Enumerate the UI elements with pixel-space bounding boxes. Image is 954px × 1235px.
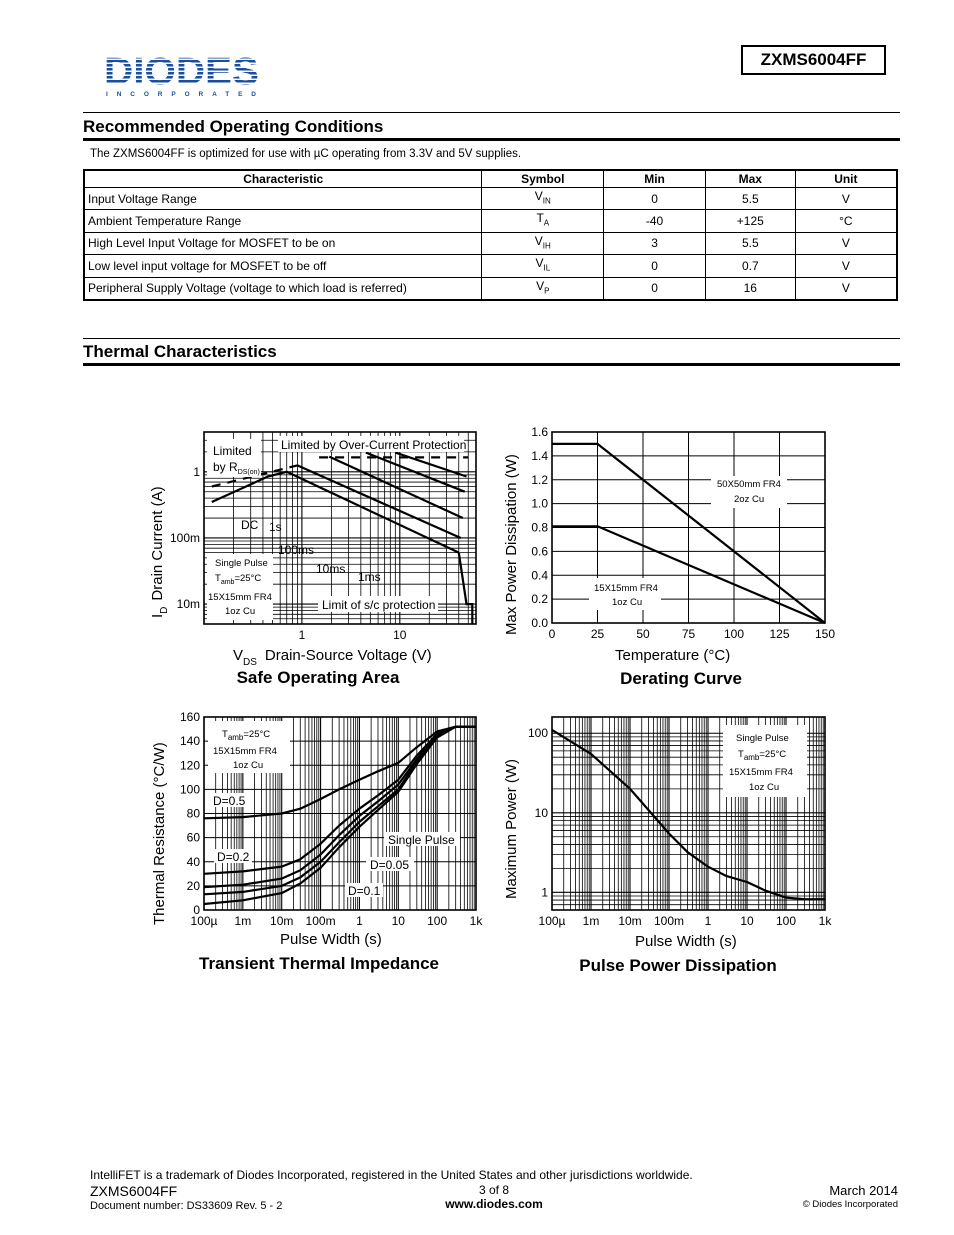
footer-page: 3 of 8 [478, 1183, 510, 1197]
roc-row [84, 255, 897, 277]
y-tick-label: 160 [179, 710, 200, 724]
x-tick-label: 1 [356, 914, 363, 928]
soa-label-fr4: 15X15mm FR4 [208, 592, 272, 603]
ppd-title: Pulse Power Dissipation [579, 956, 777, 975]
zth-label-d005: D=0.05 [370, 858, 410, 872]
roc-cell-symbol [482, 232, 604, 254]
x-tick-label: 10 [740, 914, 754, 928]
y-tick-label: 140 [179, 734, 200, 749]
y-tick-label: 100 [527, 726, 548, 741]
y-tick-label: 1.6 [531, 425, 548, 439]
roc-row [84, 210, 897, 232]
roc-cell-max: 5.5 [705, 232, 795, 254]
y-tick-label: 0 [193, 903, 200, 917]
roc-symbol-main: V [534, 189, 543, 203]
x-tick-label: 100µ [538, 914, 566, 928]
x-tick-label: 1m [234, 914, 252, 928]
ppd-ylabel: Maximum Power (W) [503, 758, 520, 899]
roc-symbol-sub: P [544, 285, 550, 295]
soa-label-byrds: by $R_{DS(on)}$ [213, 460, 260, 476]
footer-copyright: © Diodes Incorporated [802, 1199, 898, 1210]
x-tick-label: 150 [814, 627, 836, 641]
x-tick-label: 10 [393, 628, 407, 642]
zth-label-tamb: $T_{amb}=25^\circ C$ [222, 729, 271, 742]
roc-symbol-sub: A [543, 218, 550, 228]
x-tick-label: 100 [775, 914, 797, 928]
x-tick-label: 10m [618, 914, 642, 928]
y-tick-label: 0.4 [531, 568, 548, 583]
y-tick-label: 10 [534, 805, 548, 820]
der-label-b2: 1oz Cu [612, 597, 643, 608]
thermal-title: Thermal Characteristics [83, 342, 277, 361]
diodes-logo [104, 52, 264, 98]
soa-label-sc: Limit of s/c protection [322, 598, 436, 612]
roc-cell-unit: V [795, 232, 897, 254]
derating-curve-chart [495, 420, 850, 695]
y-tick-label: 1.4 [531, 448, 548, 463]
roc-cell-characteristic: Ambient Temperature Range [84, 210, 482, 232]
roc-row [84, 188, 897, 210]
y-tick-label: 40 [186, 854, 200, 869]
x-tick-label: 0 [548, 627, 556, 641]
col-characteristic: Characteristic [84, 170, 482, 188]
svg-text:DIODES: DIODES [104, 52, 259, 93]
roc-cell-characteristic: Peripheral Supply Voltage (voltage to which load is referred) [84, 277, 482, 300]
y-tick-label: 1.0 [531, 496, 548, 511]
footer-docnum: Document number: DS33609 Rev. 5 - 2 [90, 1200, 283, 1212]
soa-label-1s: 1s [269, 520, 282, 534]
roc-cell-symbol [482, 210, 604, 232]
roc-cell-unit: °C [795, 210, 897, 232]
zth-label-cu: 1oz Cu [233, 760, 264, 771]
zth-label-sp: Single Pulse [388, 833, 455, 847]
footer-url[interactable]: www.diodes.com [445, 1197, 543, 1211]
series-line-1s [297, 465, 460, 538]
roc-symbol-sub: IL [543, 263, 551, 273]
series-line-1ms [395, 453, 466, 477]
ppd-label-tamb: $T_{amb}=25^\circ C$ [738, 749, 787, 762]
roc-cell-unit: V [795, 255, 897, 277]
soa-xlabel: $V_{DS}$ Drain-Source Voltage (V) [233, 647, 432, 668]
roc-row [84, 232, 897, 254]
der-label-a2: 2oz Cu [734, 494, 765, 505]
x-tick-label: 100 [723, 627, 745, 641]
col-unit: Unit [795, 170, 897, 188]
rule-roc [83, 138, 900, 141]
roc-cell-max: 0.7 [705, 255, 795, 277]
x-tick-label: 100µ [190, 914, 218, 928]
y-tick-label: 60 [186, 830, 200, 845]
y-tick-label: 80 [186, 806, 200, 821]
soa-label-dc: DC [241, 518, 259, 532]
roc-cell-max: 5.5 [705, 188, 795, 210]
ppd-label-fr4: 15X15mm FR4 [729, 767, 793, 778]
x-tick-label: 125 [769, 627, 790, 641]
x-tick-label: 100m [305, 914, 336, 928]
der-label-b1: 15X15mm FR4 [594, 583, 658, 594]
roc-symbol-sub: IH [542, 241, 551, 251]
roc-symbol-main: T [536, 211, 544, 226]
soa-label-overcurrent: Limited by Over-Current Protection [281, 438, 467, 452]
roc-cell-min: 0 [604, 277, 706, 300]
soa-label-10ms: 10ms [316, 562, 346, 576]
zth-label-d01: D=0.1 [348, 884, 381, 898]
roc-intro: The ZXMS6004FF is optimized for use with µC operating from 3.3V and 5V supplies. [90, 148, 522, 160]
soa-label-100ms: 100ms [278, 543, 315, 557]
transient-thermal-impedance-chart [140, 705, 485, 980]
roc-symbol-sub: IN [542, 196, 551, 206]
x-tick-label: 75 [681, 627, 696, 641]
x-tick-label: 10m [270, 914, 294, 928]
rule-thermal-top [83, 338, 900, 339]
col-symbol: Symbol [482, 170, 604, 188]
y-tick-label: 1 [193, 464, 200, 479]
roc-cell-symbol [482, 188, 604, 210]
soa-ylabel: $I_DDrain$ Current (A) [149, 486, 170, 618]
roc-cell-min: 0 [604, 255, 706, 277]
roc-table [83, 169, 898, 301]
col-min: Min [604, 170, 706, 188]
roc-cell-unit: V [795, 188, 897, 210]
y-tick-label: 10m [176, 597, 200, 612]
der-label-a1: 50X50mm FR4 [717, 479, 781, 490]
zth-label-d02: D=0.2 [217, 850, 250, 864]
svg-text:INCORPORATED: INCORPORATED [106, 91, 256, 98]
soa-title: Safe Operating Area [236, 668, 400, 687]
part-number-box: ZXMS6004FF [741, 45, 886, 75]
y-tick-label: 120 [179, 758, 200, 773]
der-xlabel: Temperature (°C) [615, 647, 731, 664]
y-tick-label: 0.2 [531, 592, 548, 607]
soa-label-1ms: 1ms [358, 570, 381, 584]
zth-label-fr4: 15X15mm FR4 [213, 746, 277, 757]
roc-cell-characteristic: Input Voltage Range [84, 188, 482, 210]
roc-row [84, 277, 897, 300]
roc-symbol-main: V [535, 256, 544, 271]
y-tick-label: 1 [541, 885, 548, 900]
roc-cell-symbol [482, 255, 604, 277]
y-tick-label: 20 [186, 878, 200, 893]
roc-cell-unit: V [795, 277, 897, 300]
ppd-label-sp: Single Pulse [736, 733, 789, 744]
y-tick-label: 100 [179, 782, 200, 797]
col-max: Max [705, 170, 795, 188]
x-tick-label: 100 [427, 914, 448, 928]
roc-header-row [84, 170, 897, 188]
rule-top [83, 112, 900, 113]
x-tick-label: 25 [590, 627, 605, 641]
footer-part: ZXMS6004FF [90, 1183, 178, 1199]
roc-cell-min: -40 [604, 210, 706, 232]
soa-label-single-pulse: Single Pulse [215, 558, 268, 569]
soa-label-cu: 1oz Cu [225, 606, 256, 617]
roc-cell-min: 0 [604, 188, 706, 210]
roc-cell-max: 16 [705, 277, 795, 300]
pulse-power-dissipation-chart [495, 705, 850, 980]
roc-cell-symbol [482, 277, 604, 300]
x-tick-label: 1m [582, 914, 600, 928]
x-tick-label: 100m [653, 914, 685, 928]
footer-trademark: IntelliFET is a trademark of Diodes Incorporated, registered in the United States and other jurisdictions worldwide. [90, 1168, 693, 1182]
ppd-label-cu: 1oz Cu [749, 782, 780, 793]
soa-label-limited: Limited [213, 444, 252, 458]
x-tick-label: 1 [704, 914, 712, 928]
zth-xlabel: Pulse Width (s) [280, 931, 382, 948]
x-tick-label: 1k [818, 914, 832, 928]
roc-cell-characteristic: High Level Input Voltage for MOSFET to be on [84, 232, 482, 254]
y-tick-label: 0.6 [531, 544, 548, 559]
y-tick-label: 100m [169, 530, 200, 545]
footer-date: March 2014 [829, 1183, 898, 1198]
roc-title: Recommended Operating Conditions [83, 117, 384, 136]
roc-cell-min: 3 [604, 232, 706, 254]
zth-ylabel: Thermal Resistance (°C/W) [151, 742, 168, 925]
x-tick-label: 50 [636, 627, 650, 641]
y-tick-label: 1.2 [531, 472, 548, 487]
ppd-xlabel: Pulse Width (s) [635, 933, 737, 950]
der-ylabel: Max Power Dissipation (W) [503, 454, 520, 635]
roc-symbol-main: V [536, 278, 545, 293]
der-title: Derating Curve [620, 669, 742, 688]
x-tick-label: 10 [391, 914, 405, 928]
y-tick-label: 0.8 [531, 520, 548, 535]
safe-operating-area-chart [140, 420, 480, 695]
limit-line-sc [459, 553, 473, 624]
rule-thermal [83, 363, 900, 366]
soa-label-tamb: $T_{amb}=25^\circ C$ [215, 573, 262, 586]
roc-symbol-main: V [534, 233, 543, 248]
roc-cell-max: +125 [705, 210, 795, 232]
x-tick-label: 1k [469, 914, 483, 928]
roc-cell-characteristic: Low level input voltage for MOSFET to be off [84, 255, 482, 277]
series-line-dc [212, 472, 459, 553]
zth-title: Transient Thermal Impedance [199, 954, 439, 973]
y-tick-label: 0.0 [531, 616, 548, 630]
x-tick-label: 1 [298, 628, 306, 642]
zth-label-d05: D=0.5 [213, 794, 246, 808]
